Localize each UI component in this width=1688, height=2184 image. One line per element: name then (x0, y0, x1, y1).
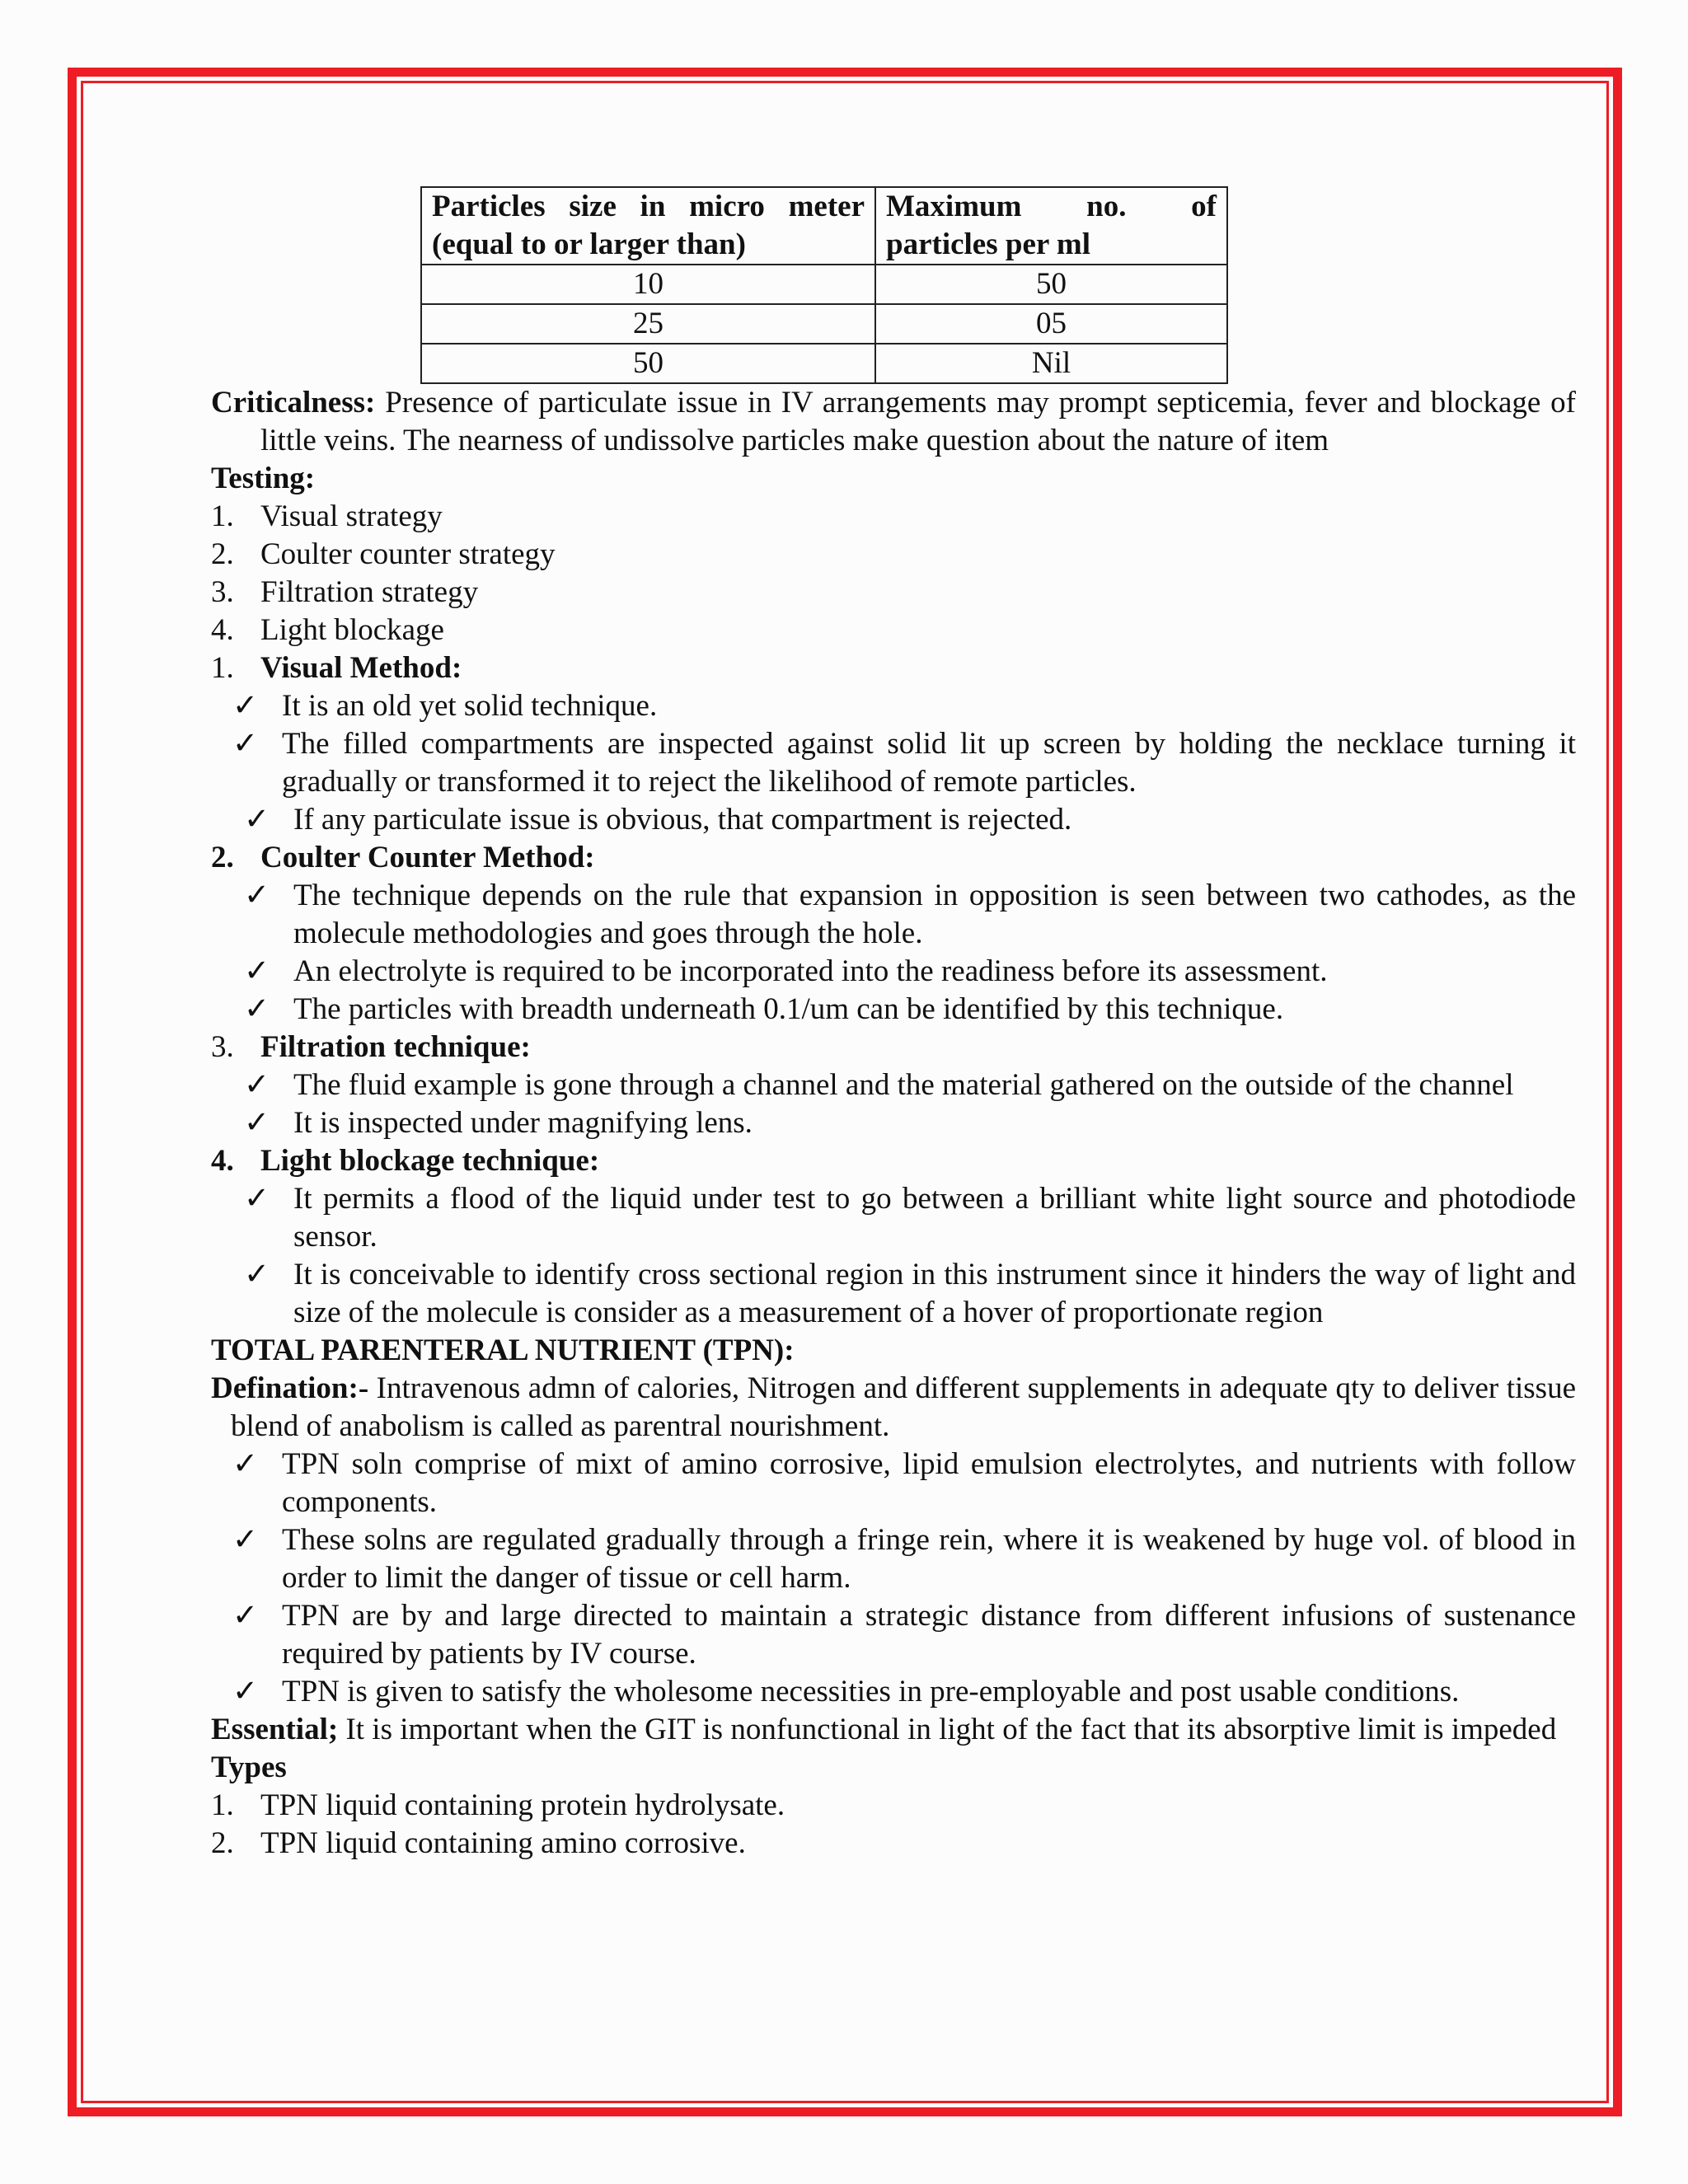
list-text: Coulter counter strategy (260, 537, 556, 571)
checkmark-icon: ✓ (244, 1068, 270, 1102)
bullet-text: The particles with breadth underneath 0.1/um can be identified by this technique. (293, 992, 1284, 1026)
section-heading-light (211, 1142, 1576, 1180)
table-cell: 10 (421, 265, 875, 304)
list-item (211, 536, 1576, 574)
checkmark-icon: ✓ (232, 1599, 259, 1633)
definition-paragraph (211, 1370, 1576, 1446)
bullet-item (211, 725, 1576, 801)
list-text: Light blockage (260, 613, 444, 647)
checkmark-icon: ✓ (244, 879, 270, 912)
table-row (421, 304, 1227, 344)
bullet-item (211, 1446, 1576, 1521)
bullet-item (211, 1521, 1576, 1597)
section-heading-filtration (211, 1029, 1576, 1066)
table-header-cell: Particles size in micro meter (equal to or larger than) (421, 187, 875, 265)
bullet-text: TPN soln comprise of mixt of amino corrosive, lipid emulsion electrolytes, and nutrients with follow components. (282, 1447, 1576, 1519)
table-row (421, 344, 1227, 383)
section-title: Filtration technique: (260, 1030, 531, 1064)
checkmark-icon: ✓ (244, 954, 270, 988)
section-number: 3. (211, 1030, 234, 1064)
list-item (211, 574, 1576, 612)
bullet-text: The technique depends on the rule that expansion in opposition is seen between two cathodes, as the molecule methodologies and goes through the hole. (293, 879, 1576, 950)
table-cell: 50 (875, 265, 1227, 304)
checkmark-icon: ✓ (244, 1106, 270, 1140)
bullet-text: It is inspected under magnifying lens. (293, 1106, 753, 1140)
list-number: 3. (211, 575, 234, 609)
list-text: Filtration strategy (260, 575, 479, 609)
list-item (211, 498, 1576, 536)
table-cell: 25 (421, 304, 875, 344)
bullet-text: It permits a flood of the liquid under test to go between a brilliant white light source and photodiode sensor. (293, 1182, 1576, 1254)
criticalness-text: Presence of particulate issue in IV arrangements may prompt septicemia, fever and blockage of little veins. The nearness of undissolve particles make question about the nature of item (260, 386, 1576, 457)
bullet-item (211, 1597, 1576, 1673)
checkmark-icon: ✓ (244, 1182, 270, 1216)
bullet-text: It is conceivable to identify cross sectional region in this instrument since it hinders the way of light and size of the molecule is consider as a measurement of a hover of proportionate region (293, 1258, 1576, 1329)
definition-text: Intravenous admn of calories, Nitrogen and different supplements in adequate qty to deliver tissue blend of anabolism is called as parentral nourishment. (231, 1371, 1576, 1443)
essential-text: It is important when the GIT is nonfunctional in light of the fact that its absorptive limit is impeded (338, 1713, 1557, 1746)
list-number: 4. (211, 613, 234, 647)
section-heading-visual (211, 649, 1576, 687)
list-text: TPN liquid containing amino corrosive. (260, 1826, 746, 1860)
section-title: Coulter Counter Method: (260, 841, 595, 874)
bullet-text: The fluid example is gone through a channel and the material gathered on the outside of the channel (293, 1068, 1514, 1102)
definition-label: Defination:- (211, 1371, 369, 1405)
bullet-text: The filled compartments are inspected against solid lit up screen by holding the necklace turning it gradually or transformed it to reject the likelihood of remote particles. (282, 727, 1576, 799)
tpn-heading: TOTAL PARENTERAL NUTRIENT (TPN): (211, 1333, 795, 1367)
table-cell: Nil (875, 344, 1227, 383)
list-item (211, 1787, 1576, 1825)
checkmark-icon: ✓ (232, 727, 259, 761)
section-title: Light blockage technique: (260, 1144, 600, 1178)
table-cell: 50 (421, 344, 875, 383)
checkmark-icon: ✓ (232, 1447, 259, 1481)
criticalness-paragraph (211, 384, 1576, 460)
bullet-item (211, 1066, 1576, 1104)
list-item (211, 1825, 1576, 1863)
list-number: 2. (211, 537, 234, 571)
bullet-item (211, 1180, 1576, 1256)
particle-limit-table (420, 186, 1228, 384)
section-number: 1. (211, 651, 234, 685)
bullet-item (211, 1673, 1576, 1711)
list-item (211, 612, 1576, 649)
essential-label: Essential; (211, 1713, 339, 1746)
checkmark-icon: ✓ (244, 992, 270, 1026)
list-number: 1. (211, 1788, 234, 1822)
section-title: Visual Method: (260, 651, 462, 685)
checkmark-icon: ✓ (232, 689, 259, 723)
criticalness-label: Criticalness: (211, 386, 376, 419)
bullet-text: If any particulate issue is obvious, that compartment is rejected. (293, 803, 1072, 837)
bullet-item (211, 1104, 1576, 1142)
checkmark-icon: ✓ (244, 803, 270, 837)
bullet-item (211, 801, 1576, 839)
bullet-text: An electrolyte is required to be incorporated into the readiness before its assessment. (293, 954, 1328, 988)
checkmark-icon: ✓ (232, 1523, 259, 1557)
bullet-item (211, 1256, 1576, 1332)
list-text: TPN liquid containing protein hydrolysate. (260, 1788, 785, 1822)
bullet-text: TPN is given to satisfy the wholesome necessities in pre-employable and post usable conditions. (282, 1675, 1460, 1708)
checkmark-icon: ✓ (244, 1258, 270, 1291)
document-body (211, 186, 1576, 1863)
checkmark-icon: ✓ (232, 1675, 259, 1708)
table-cell: 05 (875, 304, 1227, 344)
essential-paragraph (211, 1711, 1576, 1749)
list-number: 1. (211, 499, 234, 533)
table-header-cell: Maximum no. of particles per ml (875, 187, 1227, 265)
section-number: 4. (211, 1144, 234, 1178)
bullet-item (211, 877, 1576, 953)
testing-heading: Testing: (211, 462, 316, 495)
bullet-text: It is an old yet solid technique. (282, 689, 658, 723)
table-header-row (421, 187, 1227, 265)
bullet-item (211, 991, 1576, 1029)
bullet-text: These solns are regulated gradually through a fringe rein, where it is weakened by huge vol. of blood in order to limit the danger of tissue or cell harm. (282, 1523, 1576, 1595)
bullet-text: TPN are by and large directed to maintain a strategic distance from different infusions of sustenance required by patients by IV course. (282, 1599, 1576, 1671)
section-number: 2. (211, 841, 234, 874)
list-text: Visual strategy (260, 499, 443, 533)
section-heading-coulter (211, 839, 1576, 877)
bullet-item (211, 687, 1576, 725)
list-number: 2. (211, 1826, 234, 1860)
table-row (421, 265, 1227, 304)
bullet-item (211, 953, 1576, 991)
types-heading: Types (211, 1750, 287, 1784)
